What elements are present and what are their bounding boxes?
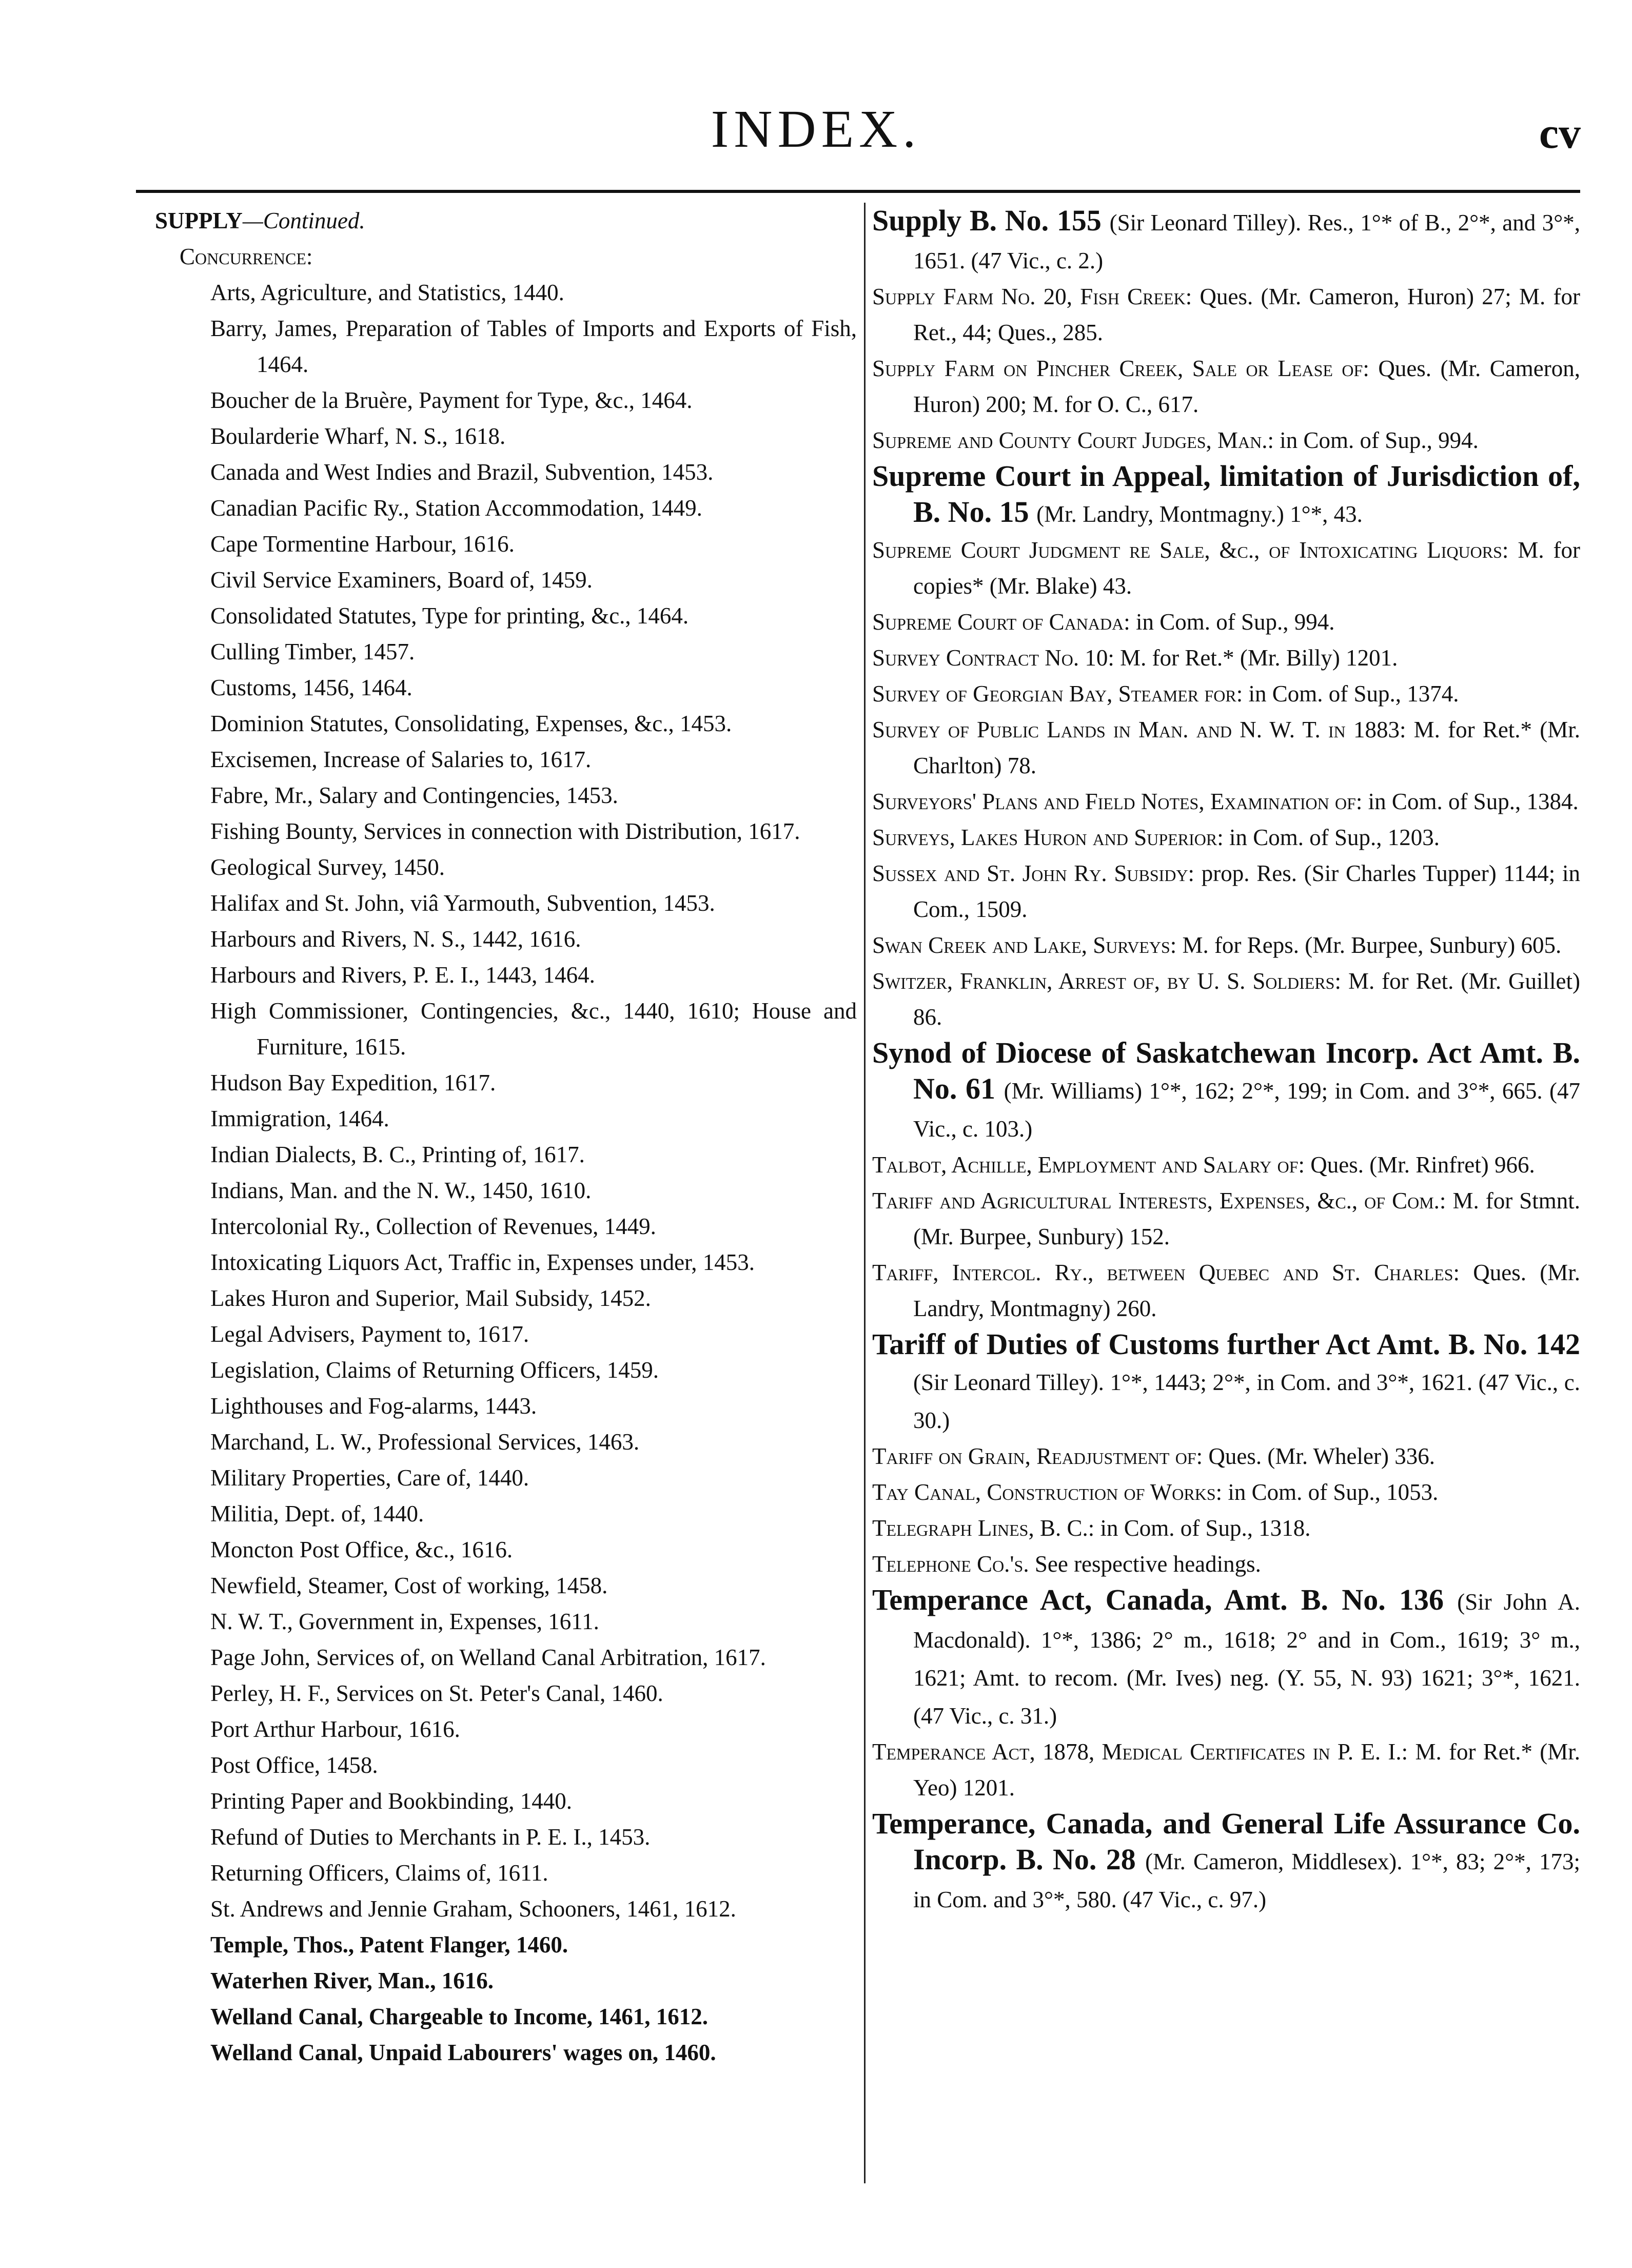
entry-heading: Surveyors' Plans and Field Notes, Examination of:: [872, 789, 1363, 814]
entry-detail: Ques. (Mr. Cameron, Huron) 200; M. for O. C., 617.: [913, 356, 1580, 417]
entry-heading: Survey of Public Lands in Man. and N. W. T. in 1883:: [872, 717, 1406, 742]
entry-heading: Temperance, Canada, and General Life Assurance Co. Incorp. B. No. 28: [872, 1807, 1580, 1876]
index-entry: Page John, Services of, on Welland Canal Arbitration, 1617.: [210, 1645, 766, 1670]
index-entry: Refund of Duties to Merchants in P. E. I., 1453.: [210, 1824, 651, 1850]
entry-heading: Temperance Act, 1878, Medical Certificates in P. E. I.:: [872, 1739, 1408, 1765]
index-entry: [872, 1582, 1580, 1734]
entry-heading: Talbot, Achille, Employment and Salary of:: [872, 1152, 1305, 1178]
index-entry: Indians, Man. and the N. W., 1450, 1610.: [210, 1178, 592, 1203]
index-entry: [872, 1183, 1580, 1255]
left-entry-list: [169, 275, 857, 2070]
entry-detail: in Com. of Sup., 994.: [1280, 427, 1479, 453]
index-entry: St. Andrews and Jennie Graham, Schooners, 1461, 1612.: [210, 1896, 736, 1922]
index-entry: [872, 1806, 1580, 1918]
index-entry: Military Properties, Care of, 1440.: [210, 1465, 529, 1491]
index-entry: [872, 1035, 1580, 1147]
index-entry: [872, 963, 1580, 1035]
entry-detail: M. for Ret.* (Mr. Charlton) 78.: [913, 717, 1581, 778]
index-entry: Geological Survey, 1450.: [210, 854, 445, 880]
entry-detail: Ques. (Mr. Wheler) 336.: [1208, 1443, 1435, 1469]
index-entry: Boucher de la Bruère, Payment for Type, &c., 1464.: [210, 387, 693, 413]
index-entry: Intoxicating Liquors Act, Traffic in, Expenses under, 1453.: [210, 1249, 755, 1275]
entry-heading: Tay Canal, Construction of Works:: [872, 1479, 1223, 1505]
section-heading: [155, 203, 857, 239]
entry-detail: M. for copies* (Mr. Blake) 43.: [913, 537, 1581, 599]
index-entry: Moncton Post Office, &c., 1616.: [210, 1537, 513, 1562]
index-entry: [872, 819, 1580, 855]
index-entry: Fabre, Mr., Salary and Contingencies, 1453.: [210, 783, 618, 808]
entry-detail: (Sir Leonard Tilley). Res., 1°* of B., 2°*, and 3°*, 1651. (47 Vic., c. 2.): [913, 210, 1580, 273]
entry-heading: Tariff and Agricultural Interests, Expenses, &c., of Com.:: [872, 1188, 1446, 1214]
entry-heading: Tariff on Grain, Readjustment of:: [872, 1443, 1203, 1469]
index-entry: Fishing Bounty, Services in connection with Distribution, 1617.: [210, 818, 800, 844]
entry-detail: (Mr. Cameron, Middlesex). 1°*, 83; 2°*, 173; in Com. and 3°*, 580. (47 Vic., c. 97.): [913, 1849, 1580, 1912]
index-entry: Arts, Agriculture, and Statistics, 1440.: [210, 280, 564, 305]
entry-detail: prop. Res. (Sir Charles Tupper) 1144; in Com., 1509.: [913, 861, 1580, 922]
index-entry: Halifax and St. John, viâ Yarmouth, Subvention, 1453.: [210, 890, 715, 916]
index-entry: [872, 927, 1580, 963]
entry-heading: Supply Farm on Pincher Creek, Sale or Lease of:: [872, 356, 1369, 381]
entry-heading: Tariff, Intercol. Ry., between Quebec and St. Charles:: [872, 1260, 1460, 1285]
index-entry: Perley, H. F., Services on St. Peter's Canal, 1460.: [210, 1680, 663, 1706]
entry-detail: Ques. (Mr. Rinfret) 966.: [1310, 1152, 1535, 1178]
section-heading-text: SUPPLY: [155, 208, 243, 233]
index-entry: Post Office, 1458.: [210, 1752, 378, 1778]
index-entry: [872, 458, 1580, 532]
index-entry: Hudson Bay Expedition, 1617.: [210, 1070, 496, 1096]
entry-heading: Telephone Co.'s.: [872, 1551, 1029, 1577]
entry-detail: M. for Ret. (Mr. Guillet) 86.: [913, 968, 1580, 1030]
index-entry: Culling Timber, 1457.: [210, 639, 415, 664]
index-entry: Legal Advisers, Payment to, 1617.: [210, 1321, 529, 1347]
index-entry: Excisemen, Increase of Salaries to, 1617.: [210, 747, 592, 772]
page-title: INDEX.: [711, 100, 921, 159]
index-entry: Barry, James, Preparation of Tables of Imports and Exports of Fish, 1464.: [210, 316, 857, 377]
index-entry: Customs, 1456, 1464.: [210, 675, 412, 700]
entry-detail: M. for Stmnt. (Mr. Burpee, Sunbury) 152.: [913, 1188, 1580, 1249]
index-entry: Welland Canal, Chargeable to Income, 1461, 1612.: [210, 2004, 709, 2029]
index-entry: [872, 604, 1580, 640]
entry-heading: Supreme Court in Appeal, limitation of Jurisdiction of, B. No. 15: [872, 459, 1580, 529]
index-entry: [872, 1546, 1580, 1582]
entry-heading: Survey of Georgian Bay, Steamer for:: [872, 681, 1243, 707]
entry-detail: (Sir John A. Macdonald). 1°*, 1386; 2° m., 1618; 2° and in Com., 1619; 3° m., 1621; Amt. to recom. (Mr. Ives) neg. (Y. 55, N. 93) 1621; 3°*, 1621. (47 Vic., c. 31.): [913, 1589, 1581, 1729]
entry-detail: in Com. of Sup., 1374.: [1248, 681, 1459, 707]
entry-heading: Tariff of Duties of Customs further Act Amt. B. No. 142: [872, 1327, 1580, 1361]
entry-detail: M. for Ret.* (Mr. Billy) 1201.: [1120, 645, 1398, 671]
index-entry: [872, 350, 1580, 422]
entry-heading: Sussex and St. John Ry. Subsidy:: [872, 861, 1195, 886]
entry-detail: (Mr. Williams) 1°*, 162; 2°*, 199; in Com. and 3°*, 665. (47 Vic., c. 103.): [913, 1078, 1581, 1142]
index-entry: Returning Officers, Claims of, 1611.: [210, 1860, 548, 1886]
index-entry: [872, 279, 1580, 350]
column-divider: [864, 203, 866, 2183]
index-entry: [872, 855, 1580, 927]
index-entry: [872, 1474, 1580, 1510]
index-entry: [872, 532, 1580, 604]
index-entry: Cape Tormentine Harbour, 1616.: [210, 531, 515, 557]
entry-heading: Supreme Court of Canada:: [872, 609, 1130, 635]
index-entry: Legislation, Claims of Returning Officers, 1459.: [210, 1357, 659, 1383]
entry-heading: Supreme Court Judgment re Sale, &c., of Intoxicating Liquors:: [872, 537, 1509, 563]
index-entry: Waterhen River, Man., 1616.: [210, 1968, 494, 1993]
right-entry-list: [872, 203, 1580, 1918]
index-entry: Civil Service Examiners, Board of, 1459.: [210, 567, 593, 593]
index-entry: Port Arthur Harbour, 1616.: [210, 1716, 460, 1742]
entry-heading: Telegraph Lines, B. C.:: [872, 1515, 1095, 1541]
entry-detail: in Com. of Sup., 1318.: [1100, 1515, 1311, 1541]
entry-detail: See respective headings.: [1034, 1551, 1261, 1577]
entry-heading: Swan Creek and Lake, Surveys:: [872, 932, 1177, 958]
right-column: [872, 203, 1580, 1918]
entry-heading: Surveys, Lakes Huron and Superior:: [872, 825, 1224, 850]
entry-heading: Supply Farm No. 20, Fish Creek:: [872, 284, 1192, 309]
index-entry: Indian Dialects, B. C., Printing of, 1617.: [210, 1142, 585, 1167]
index-entry: Canada and West Indies and Brazil, Subvention, 1453.: [210, 459, 714, 485]
index-entry: [872, 1438, 1580, 1474]
index-entry: [872, 422, 1580, 458]
index-entry: [872, 1255, 1580, 1326]
index-entry: [872, 203, 1580, 279]
index-entry: Canadian Pacific Ry., Station Accommodation, 1449.: [210, 495, 702, 521]
index-entry: Newfield, Steamer, Cost of working, 1458.: [210, 1573, 608, 1598]
entry-detail: (Sir Leonard Tilley). 1°*, 1443; 2°*, in Com. and 3°*, 1621. (47 Vic., c. 30.): [913, 1370, 1580, 1433]
index-entry: N. W. T., Government in, Expenses, 1611.: [210, 1609, 599, 1634]
index-entry: [872, 712, 1580, 784]
index-entry: Consolidated Statutes, Type for printing, &c., 1464.: [210, 603, 689, 629]
index-entry: High Commissioner, Contingencies, &c., 1440, 1610; House and Furniture, 1615.: [210, 998, 857, 1060]
index-entry: Lighthouses and Fog-alarms, 1443.: [210, 1393, 537, 1419]
entry-detail: M. for Ret.* (Mr. Yeo) 1201.: [913, 1739, 1580, 1801]
entry-heading: Supreme and County Court Judges, Man.:: [872, 427, 1274, 453]
index-entry: [872, 1147, 1580, 1183]
index-entry: Boularderie Wharf, N. S., 1618.: [210, 423, 506, 449]
index-entry: [872, 1326, 1580, 1438]
subheading: Concurrence:: [180, 244, 313, 269]
left-column: [155, 203, 857, 2070]
entry-detail: M. for Reps. (Mr. Burpee, Sunbury) 605.: [1182, 932, 1562, 958]
entry-detail: in Com. of Sup., 1384.: [1368, 789, 1579, 814]
header-rule: [136, 190, 1580, 193]
index-entry: Lakes Huron and Superior, Mail Subsidy, 1452.: [210, 1285, 651, 1311]
page-number: cv: [1539, 108, 1581, 158]
entry-heading: Survey Contract No. 10:: [872, 645, 1114, 671]
index-entry: [872, 1734, 1580, 1806]
entry-detail: in Com. of Sup., 994.: [1136, 609, 1335, 635]
entry-detail: in Com. of Sup., 1203.: [1229, 825, 1440, 850]
index-entry: Harbours and Rivers, N. S., 1442, 1616.: [210, 926, 581, 952]
index-entry: Harbours and Rivers, P. E. I., 1443, 1464.: [210, 962, 595, 988]
index-entry: [872, 1510, 1580, 1546]
entry-detail: Ques. (Mr. Cameron, Huron) 27; M. for Ret., 44; Ques., 285.: [913, 284, 1580, 345]
index-entry: [872, 784, 1580, 819]
entry-heading: Synod of Diocese of Saskatchewan Incorp. Act Amt. B. No. 61: [872, 1036, 1580, 1105]
index-entry: Militia, Dept. of, 1440.: [210, 1501, 424, 1527]
index-entry: Welland Canal, Unpaid Labourers' wages on, 1460.: [210, 2040, 716, 2065]
entry-detail: in Com. of Sup., 1053.: [1228, 1479, 1439, 1505]
index-entry: [872, 640, 1580, 676]
index-entry: Marchand, L. W., Professional Services, 1463.: [210, 1429, 640, 1455]
index-entry: Immigration, 1464.: [210, 1106, 389, 1131]
entry-heading: Switzer, Franklin, Arrest of, by U. S. Soldiers:: [872, 968, 1341, 994]
entry-heading: Temperance Act, Canada, Amt. B. No. 136: [872, 1583, 1444, 1616]
index-entry: Intercolonial Ry., Collection of Revenues, 1449.: [210, 1214, 656, 1239]
index-entry: Printing Paper and Bookbinding, 1440.: [210, 1788, 572, 1814]
index-entry: [872, 676, 1580, 712]
index-entry: Temple, Thos., Patent Flanger, 1460.: [210, 1932, 568, 1958]
entry-detail: Ques. (Mr. Landry, Montmagny) 260.: [913, 1260, 1581, 1321]
entry-heading: Supply B. No. 155: [872, 204, 1102, 237]
index-entry: Dominion Statutes, Consolidating, Expenses, &c., 1453.: [210, 711, 732, 736]
entry-detail: (Mr. Landry, Montmagny.) 1°*, 43.: [1036, 501, 1363, 527]
section-heading-suffix: —Continued.: [242, 208, 365, 233]
